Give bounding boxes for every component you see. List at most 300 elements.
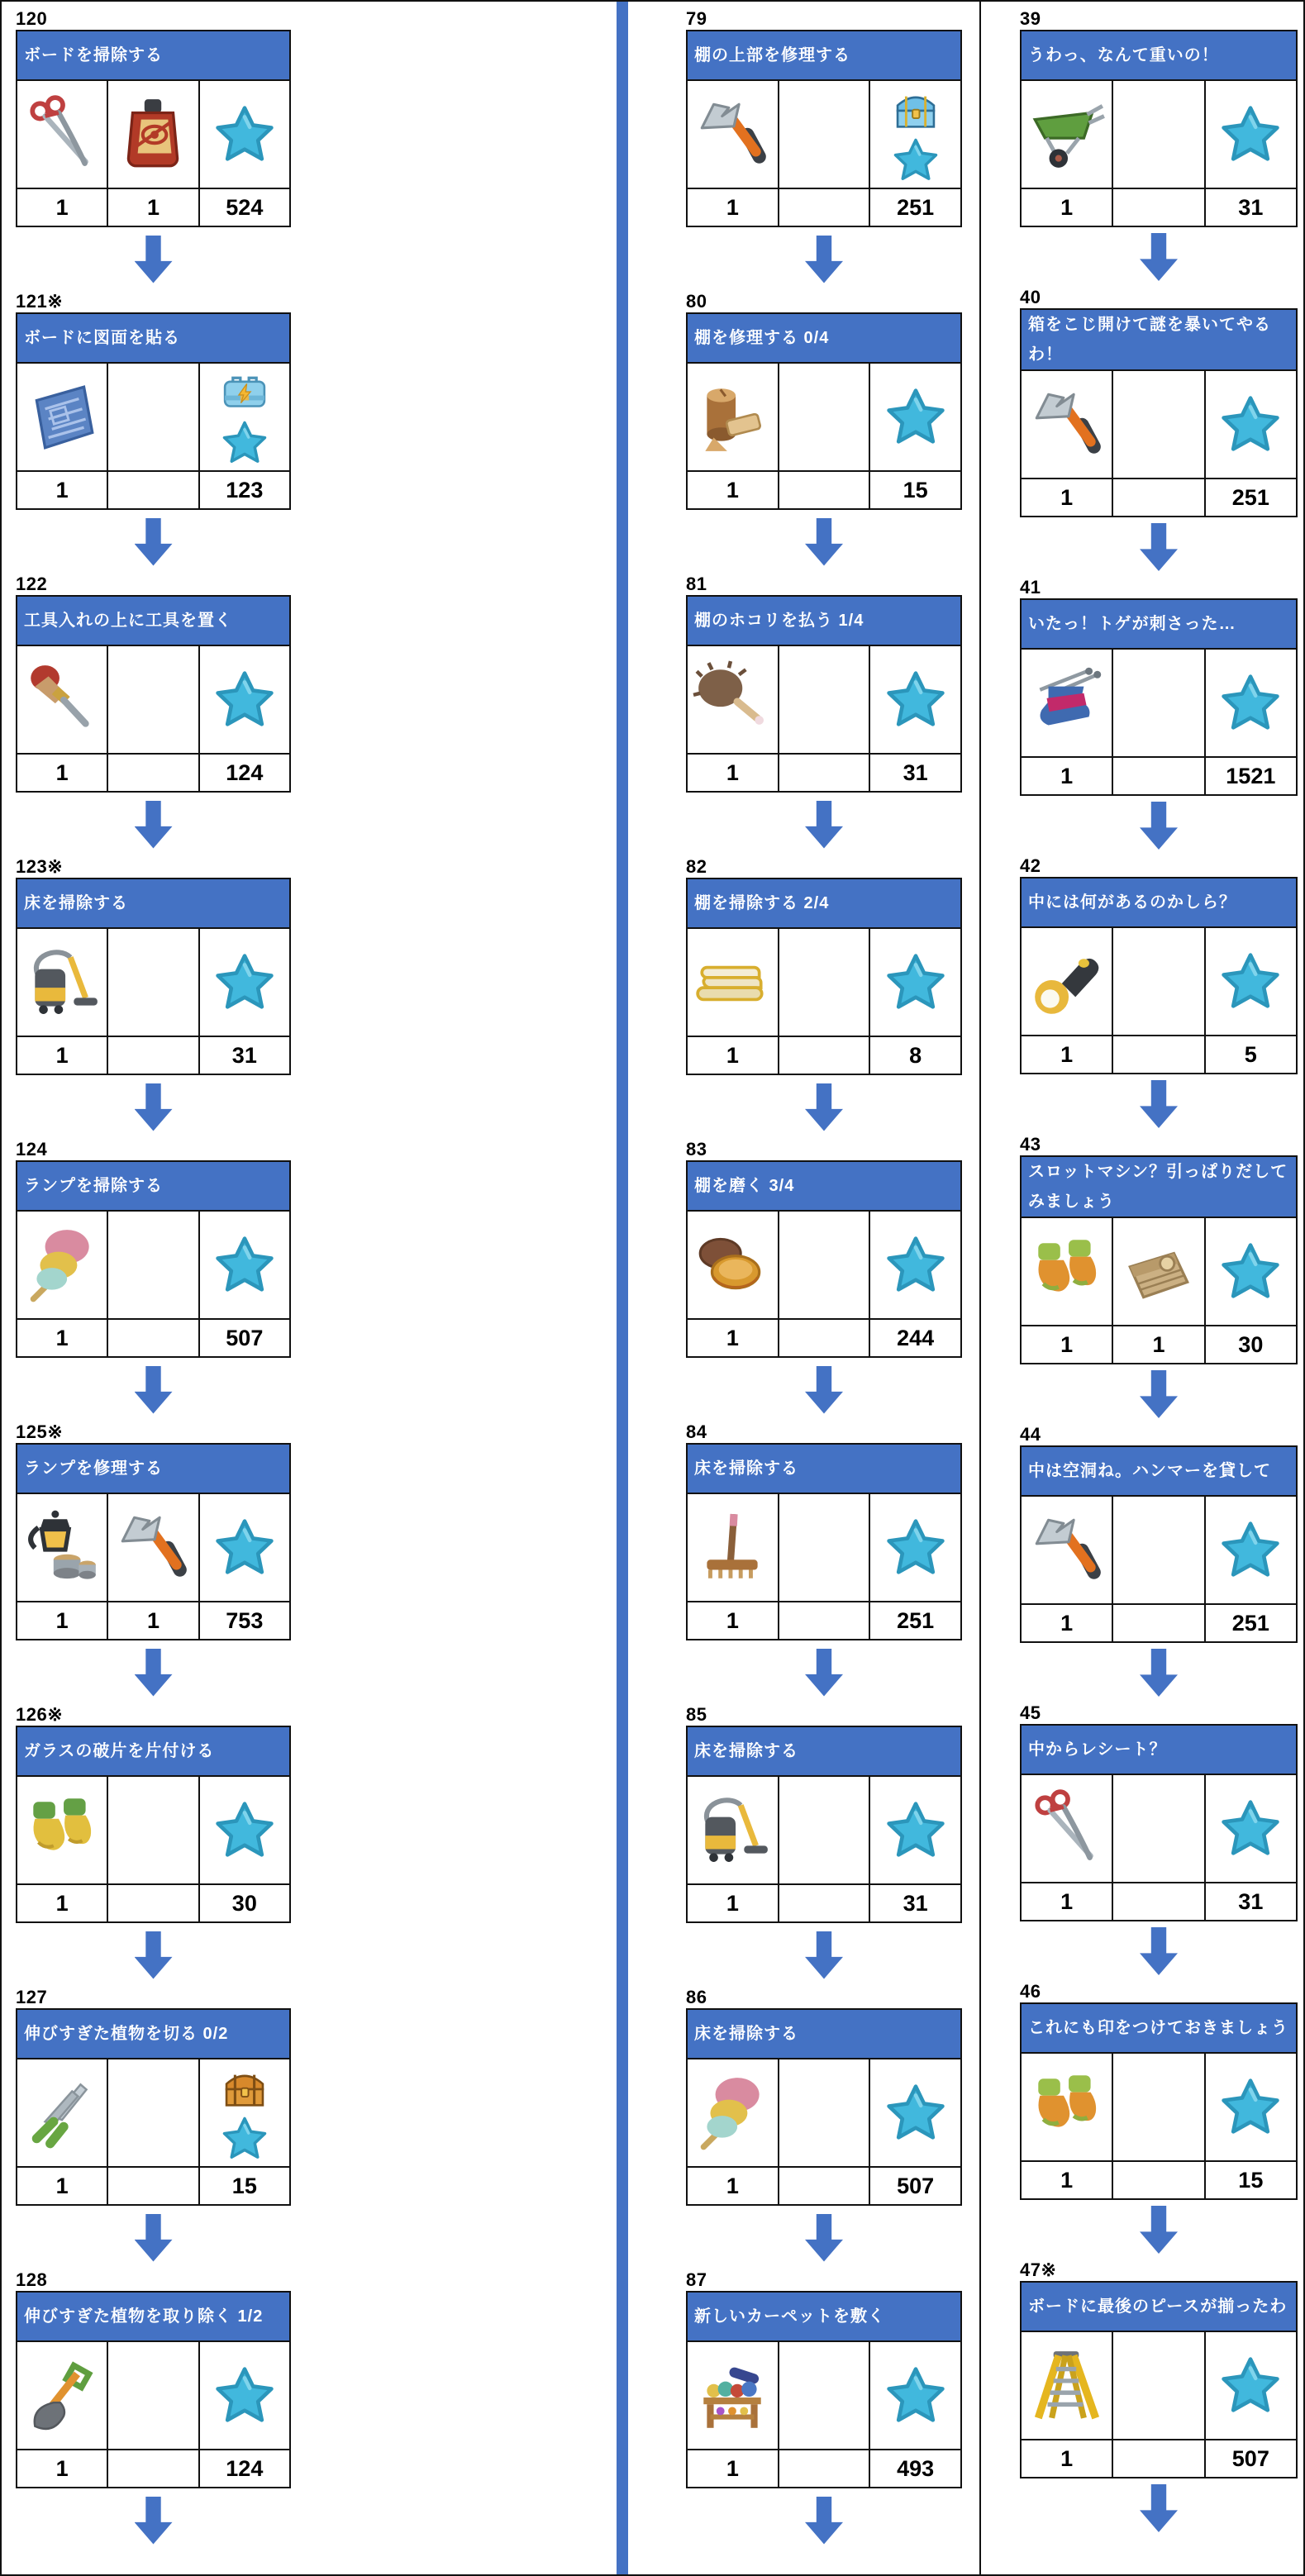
item-icon-cell [1022, 2332, 1112, 2439]
gloves-yellow-icon [21, 1790, 102, 1871]
value-cell: 1 [55, 1891, 69, 1916]
item-icon-cell [198, 2342, 289, 2449]
card-number: 47※ [1020, 2259, 1057, 2280]
item-icon-cell [1022, 1218, 1112, 1325]
value-cell: 1521 [1204, 758, 1296, 794]
card-title: いたっ！トゲが刺さった… [1022, 600, 1296, 650]
wheelbarrow-icon [1026, 94, 1107, 175]
column-divider-blue-bar [617, 2, 628, 2574]
star-icon [885, 1517, 946, 1578]
star-icon [885, 387, 946, 448]
value-cell [778, 472, 869, 508]
value-cell [778, 1037, 869, 1074]
card-title: 棚の上部を修理する [688, 31, 960, 81]
item-row [17, 364, 289, 470]
item-row [688, 2342, 960, 2449]
task-card-block [1020, 1702, 1298, 1981]
down-arrow-icon [135, 1931, 173, 1979]
task-card-block [1020, 855, 1298, 1134]
task-card-block [16, 1139, 291, 1421]
star-icon [1220, 394, 1281, 455]
arrow-gap [1020, 796, 1298, 855]
value-cell: 31 [1204, 1883, 1296, 1920]
value-cell [1112, 2162, 1203, 2198]
task-card [1020, 30, 1298, 227]
item-icon-cell [688, 2059, 778, 2166]
star-icon [885, 2365, 946, 2426]
arrow-gap [686, 227, 962, 291]
value-row [688, 753, 960, 791]
duster-colorful-icon [692, 2073, 773, 2154]
value-cell [107, 1037, 198, 1074]
item-row [1022, 1218, 1296, 1325]
down-arrow-icon [135, 2497, 173, 2545]
arrow-gap [16, 510, 291, 574]
item-icon-cell [869, 929, 960, 1036]
hammer-icon [1026, 1510, 1107, 1591]
item-row [17, 81, 289, 188]
value-cell: 1 [726, 1891, 739, 1916]
task-card-block [1020, 1134, 1298, 1424]
star-icon [1220, 104, 1281, 165]
card-title: 棚のホコリを払う 1/4 [688, 597, 960, 646]
item-icon-cell [1112, 1497, 1203, 1603]
item-icon-cell [17, 2059, 107, 2166]
gloves-orange-icon [1026, 2067, 1107, 2148]
item-row [17, 646, 289, 753]
arrow-gap [686, 2206, 962, 2269]
card-number: 46 [1020, 1981, 1041, 2002]
task-card [686, 1726, 962, 1923]
down-arrow-icon [135, 1366, 173, 1414]
value-cell [107, 472, 198, 508]
down-arrow-icon [805, 1366, 843, 1414]
task-card [16, 2008, 291, 2206]
star-icon [221, 2116, 268, 2162]
task-card-block [686, 1704, 962, 1987]
value-cell: 1 [726, 195, 739, 220]
card-number: 42 [1020, 855, 1041, 876]
arrow-gap [686, 1923, 962, 1987]
arrow-gap [1020, 2200, 1298, 2259]
item-icon-cell [17, 81, 107, 188]
item-icon-cell [198, 646, 289, 753]
value-row [688, 1883, 960, 1921]
task-card-block [686, 574, 962, 856]
value-cell: 1 [107, 189, 198, 226]
item-icon-cell [1204, 1497, 1296, 1603]
item-icon-cell [198, 1494, 289, 1601]
arrow-gap [686, 510, 962, 574]
task-card-block [686, 1987, 962, 2269]
value-cell: 251 [869, 189, 960, 226]
value-cell: 15 [1204, 2162, 1296, 2198]
card-title: 中からレシート？ [1022, 1726, 1296, 1775]
item-icon-cell [1204, 928, 1296, 1035]
value-cell: 30 [198, 1885, 289, 1921]
blueprint-icon [21, 377, 102, 458]
item-row [688, 81, 960, 188]
item-icon-cell [107, 1494, 198, 1601]
oil-can-icon [112, 94, 193, 175]
down-arrow-icon [1140, 1370, 1178, 1418]
item-icon-cell [198, 1777, 289, 1883]
value-row [1022, 1325, 1296, 1363]
arrow-gap [1020, 1921, 1298, 1981]
down-arrow-icon [805, 2497, 843, 2545]
vacuum-icon [21, 942, 102, 1023]
card-title: 棚を修理する 0/4 [688, 314, 960, 364]
value-cell: 15 [198, 2168, 289, 2204]
column-middle [686, 2, 962, 2552]
value-cell: 1 [107, 1602, 198, 1639]
item-icon-cell [869, 2059, 960, 2166]
star-icon [214, 669, 275, 731]
item-icon-cell [778, 364, 869, 470]
card-title: ランプを修理する [17, 1445, 289, 1494]
card-number: 80 [686, 291, 707, 312]
arrow-gap [686, 2488, 962, 2552]
value-cell [107, 2450, 198, 2487]
task-card-block [686, 291, 962, 574]
star-icon [214, 952, 275, 1013]
arrow-gap [1020, 2478, 1298, 2538]
card-title: ボードを掃除する [17, 31, 289, 81]
broom-icon [692, 1507, 773, 1588]
task-card [16, 1726, 291, 1923]
down-arrow-icon [1140, 2206, 1178, 2254]
value-cell: 1 [726, 478, 739, 502]
item-icon-cell [778, 929, 869, 1036]
item-icon-cell [778, 646, 869, 753]
item-icon-cell [869, 1494, 960, 1601]
value-cell: 31 [869, 1885, 960, 1921]
value-cell: 1 [55, 1608, 69, 1633]
down-arrow-icon [805, 1649, 843, 1697]
item-row [17, 2059, 289, 2166]
arrow-gap [1020, 227, 1298, 287]
task-card-block [1020, 287, 1298, 577]
item-icon-cell [107, 1212, 198, 1318]
value-cell [778, 1602, 869, 1639]
value-cell: 1 [55, 478, 69, 502]
item-icon-cell [1022, 2054, 1112, 2160]
down-arrow-icon [1140, 1080, 1178, 1128]
star-icon [893, 137, 939, 183]
down-arrow-icon [1140, 523, 1178, 571]
task-card [1020, 1155, 1298, 1364]
item-icon-cell [17, 646, 107, 753]
item-icon-cell [1022, 1497, 1112, 1603]
garden-shears-icon [21, 2073, 102, 2154]
task-card-block [1020, 1981, 1298, 2259]
value-cell: 1 [1060, 1889, 1074, 1914]
task-card-block [686, 2269, 962, 2552]
value-cell: 753 [198, 1602, 289, 1639]
star-icon [885, 1235, 946, 1296]
item-row [688, 1212, 960, 1318]
down-arrow-icon [135, 801, 173, 849]
value-cell: 124 [198, 755, 289, 791]
item-icon-cell [1022, 928, 1112, 1035]
item-icon-cell [17, 1494, 107, 1601]
item-icon-cell [688, 646, 778, 753]
value-cell [107, 2168, 198, 2204]
star-icon [885, 669, 946, 731]
value-cell: 507 [1204, 2440, 1296, 2477]
task-card [16, 1443, 291, 1640]
card-title: 床を掃除する [688, 1445, 960, 1494]
value-cell: 251 [1204, 479, 1296, 516]
card-title: 床を掃除する [688, 2010, 960, 2059]
item-icon-cell [1204, 1775, 1296, 1882]
value-cell: 1 [726, 1608, 739, 1633]
value-cell: 1 [55, 1043, 69, 1068]
value-row [1022, 756, 1296, 794]
item-row [17, 1494, 289, 1601]
item-row [1022, 2332, 1296, 2439]
task-card [1020, 2281, 1298, 2478]
value-cell [778, 1885, 869, 1921]
value-row [17, 2449, 289, 2487]
card-number: 83 [686, 1139, 707, 1159]
task-card [1020, 2002, 1298, 2200]
value-cell [1112, 758, 1203, 794]
value-cell: 1 [1060, 1042, 1074, 1067]
item-icon-cell [17, 929, 107, 1036]
item-icon-cell [869, 81, 960, 188]
arrow-gap [16, 793, 291, 856]
task-card [686, 30, 962, 227]
star-icon [1220, 1798, 1281, 1859]
down-arrow-icon [805, 518, 843, 566]
star-icon [1220, 2077, 1281, 2138]
value-cell: 1 [726, 2456, 739, 2481]
down-arrow-icon [135, 518, 173, 566]
value-cell [107, 755, 198, 791]
value-row [688, 2449, 960, 2487]
value-row [1022, 2160, 1296, 2198]
value-cell: 31 [1204, 189, 1296, 226]
item-icon-cell [778, 1212, 869, 1318]
down-arrow-icon [805, 2214, 843, 2262]
value-cell: 507 [198, 1320, 289, 1356]
item-icon-cell [1112, 81, 1203, 188]
arrow-gap [16, 227, 291, 291]
sack-icon [1118, 1231, 1199, 1312]
task-card [686, 595, 962, 793]
value-row [1022, 1035, 1296, 1073]
item-icon-cell [17, 1212, 107, 1318]
item-icon-cell [688, 2342, 778, 2449]
item-icon-cell [1112, 650, 1203, 756]
value-cell: 1 [55, 2456, 69, 2481]
task-card-block [16, 8, 291, 291]
value-row [1022, 1603, 1296, 1641]
card-title: うわっ、なんて重いの！ [1022, 31, 1296, 81]
arrow-gap [16, 1923, 291, 1987]
arrow-gap [1020, 1364, 1298, 1424]
item-icon-cell [1204, 2054, 1296, 2160]
item-icon-cell [1204, 371, 1296, 478]
value-row [17, 1036, 289, 1074]
item-icon-cell [1022, 650, 1112, 756]
item-row [688, 2059, 960, 2166]
value-row [17, 188, 289, 226]
item-row [688, 364, 960, 470]
value-row [1022, 2439, 1296, 2477]
card-title: ランプを掃除する [17, 1162, 289, 1212]
item-icon-cell [1204, 650, 1296, 756]
star-icon [214, 2365, 275, 2426]
item-icon-cell [198, 81, 289, 188]
value-cell: 524 [198, 189, 289, 226]
item-row [688, 929, 960, 1036]
task-card-block [16, 1421, 291, 1704]
task-card [16, 1160, 291, 1358]
value-cell: 1 [1060, 195, 1074, 220]
value-cell: 1 [726, 1326, 739, 1350]
down-arrow-icon [135, 1649, 173, 1697]
item-row [1022, 1497, 1296, 1603]
value-cell: 507 [869, 2168, 960, 2204]
card-title: 棚を磨く 3/4 [688, 1162, 960, 1212]
item-row [17, 1212, 289, 1318]
card-title: 伸びすぎた植物を取り除く 1/2 [17, 2293, 289, 2342]
value-cell: 1 [726, 760, 739, 785]
item-icon-cell [107, 81, 198, 188]
star-icon [885, 2083, 946, 2144]
task-card [1020, 308, 1298, 517]
down-arrow-icon [805, 236, 843, 283]
item-row [1022, 1775, 1296, 1882]
card-title: 中には何があるのかしら？ [1022, 879, 1296, 928]
item-icon-cell [869, 1212, 960, 1318]
value-row [688, 188, 960, 226]
star-icon [214, 1800, 275, 1861]
task-card-block [16, 1987, 291, 2269]
item-row [688, 646, 960, 753]
flashlight-icon [1026, 941, 1107, 1022]
card-title: 床を掃除する [17, 879, 289, 929]
star-icon [1220, 1241, 1281, 1302]
star-icon [214, 1235, 275, 1296]
value-row [17, 2166, 289, 2204]
card-number: 43 [1020, 1134, 1041, 1155]
vacuum-icon [692, 1790, 773, 1871]
item-icon-cell [107, 2342, 198, 2449]
value-cell [778, 2450, 869, 2487]
item-icon-cell [107, 1777, 198, 1883]
scissors-red-icon [21, 94, 102, 175]
down-arrow-icon [805, 1931, 843, 1979]
value-row [1022, 188, 1296, 226]
value-cell: 1 [1060, 2446, 1074, 2471]
item-icon-cell [688, 81, 778, 188]
item-row [688, 1777, 960, 1883]
item-icon-cell [1112, 928, 1203, 1035]
value-cell [1112, 1036, 1203, 1073]
item-icon-cell [198, 364, 289, 470]
task-card [1020, 1724, 1298, 1921]
item-icon-cell [778, 1494, 869, 1601]
task-card [1020, 877, 1298, 1074]
item-icon-cell [1022, 81, 1112, 188]
value-row [688, 1036, 960, 1074]
item-icon-cell [688, 1494, 778, 1601]
card-number: 39 [1020, 8, 1041, 29]
task-card-block [16, 856, 291, 1139]
card-number: 125※ [16, 1421, 64, 1442]
value-cell [778, 189, 869, 226]
card-number: 127 [16, 1987, 48, 2007]
card-number: 45 [1020, 1702, 1041, 1723]
value-cell [1112, 479, 1203, 516]
value-cell: 251 [869, 1602, 960, 1639]
card-number: 128 [16, 2269, 48, 2290]
awl-icon [21, 659, 102, 740]
item-row [17, 929, 289, 1036]
item-icon-cell [1112, 2054, 1203, 2160]
item-icon-cell [1112, 371, 1203, 478]
value-cell: 124 [198, 2450, 289, 2487]
star-icon [221, 420, 268, 466]
hammer-icon [112, 1507, 193, 1588]
card-number: 126※ [16, 1704, 64, 1725]
lantern-spools-icon [21, 1507, 102, 1588]
card-number: 122 [16, 574, 48, 594]
value-cell [1112, 1883, 1203, 1920]
value-row [688, 1318, 960, 1356]
item-icon-cell [107, 646, 198, 753]
arrow-gap [686, 1358, 962, 1421]
task-card-block [1020, 577, 1298, 855]
arrow-gap [686, 1075, 962, 1139]
item-icon-cell [1204, 81, 1296, 188]
item-icon-cell [778, 2342, 869, 2449]
item-icon-cell [17, 364, 107, 470]
star-icon [1220, 951, 1281, 1012]
item-icon-cell [1022, 371, 1112, 478]
card-title: ボードに図面を貼る [17, 314, 289, 364]
card-number: 123※ [16, 856, 64, 877]
down-arrow-icon [1140, 1927, 1178, 1975]
card-title: 棚を掃除する 2/4 [688, 879, 960, 929]
down-arrow-icon [1140, 233, 1178, 281]
task-card [686, 1160, 962, 1358]
value-cell: 31 [869, 755, 960, 791]
duster-colorful-icon [21, 1225, 102, 1306]
value-row [688, 1601, 960, 1639]
card-number: 79 [686, 8, 707, 29]
value-cell: 493 [869, 2450, 960, 2487]
value-cell [1112, 2440, 1203, 2477]
arrow-gap [16, 2488, 291, 2552]
item-icon-cell [198, 1212, 289, 1318]
value-cell: 1 [1060, 2168, 1074, 2193]
item-icon-cell [688, 929, 778, 1036]
shovel-icon [21, 2355, 102, 2436]
star-icon [1220, 673, 1281, 734]
down-arrow-icon [805, 1083, 843, 1131]
task-card [686, 2291, 962, 2488]
value-row [17, 753, 289, 791]
chest-orange-icon [219, 2064, 270, 2115]
value-cell: 1 [1060, 1611, 1074, 1636]
item-icon-cell [688, 1212, 778, 1318]
value-cell [107, 1320, 198, 1356]
item-icon-cell [688, 364, 778, 470]
